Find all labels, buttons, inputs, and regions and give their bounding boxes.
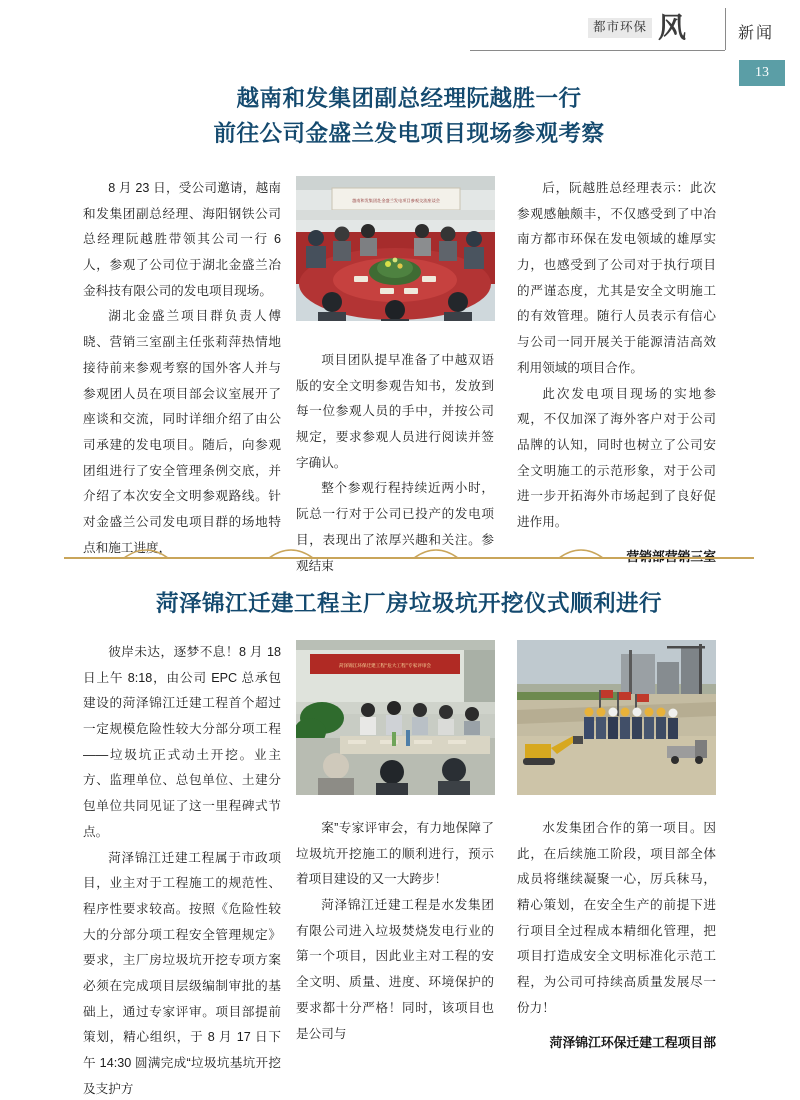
meeting-room-photo-graphic bbox=[296, 176, 495, 321]
brand-mark-icon: 风 bbox=[657, 11, 686, 44]
expert-review-meeting-photo-graphic bbox=[296, 640, 495, 795]
header-divider-line bbox=[470, 50, 725, 51]
svg-text:越南和发集团赴金盛兰发电项目参观交流座谈会: 越南和发集团赴金盛兰发电项目参观交流座谈会 bbox=[352, 198, 440, 203]
header-vertical-divider bbox=[725, 8, 726, 50]
article1-paragraph: 湖北金盛兰项目群负责人傅晓、营销三室副主任张莉萍热情地接待前来参观考察的国外客人并与参观团人员在项目部会议室展开了座谈和交流，同时详细介绍了由公司承建的发电项目。随后，向参观团组进行了安全管理条例交底，并介绍了本次安全文明参观路线。针对金盛兰公司发电项目群的场地特点和施工进度， bbox=[83, 309, 281, 555]
meeting-room-photo bbox=[296, 176, 495, 321]
construction-site-photo bbox=[517, 640, 716, 795]
article1-column-2 bbox=[296, 348, 494, 579]
article2-title: 菏泽锦江迁建工程主厂房垃圾坑开挖仪式顺利进行 bbox=[155, 591, 662, 616]
svg-text:菏泽锦江环保迁建工程“危大工程”专家评审会: 菏泽锦江环保迁建工程“危大工程”专家评审会 bbox=[338, 664, 432, 669]
article2-paragraph: 菏泽锦江迁建工程是水发集团有限公司进入垃圾焚烧发电行业的第一个项目，因此业主对工程的安全文明、质量、进度、环境保护的要求都十分严格！同时，该项目也是公司与 bbox=[296, 898, 494, 1041]
article1-title-line2: 前往公司金盛兰发电项目现场参观考察 bbox=[213, 120, 605, 146]
article1-title-line1: 越南和发集团副总经理阮越胜一行 bbox=[236, 86, 582, 111]
article2-paragraph: 水发集团合作的第一项目。因此，在后续施工阶段，项目部全体成员将继续凝聚一心，厉兵秣马，精心策划，在安全生产的前提下进行项目全过程成本精细化管理，把项目打造成安全文明标准化示范工程，为公司可持续高质量发展尽一份力！ bbox=[517, 821, 716, 1015]
article1-title bbox=[64, 82, 754, 152]
article2-column-2 bbox=[296, 816, 494, 1047]
article2-column-3 bbox=[517, 816, 716, 1056]
article1-paragraph: 此次发电项目现场的实地参观，不仅加深了海外客户对于公司品牌的认知，同时也树立了公司安全文明施工的示范形象，对于公司进一步开拓海外市场起到了良好促进作用。 bbox=[517, 386, 716, 529]
article1-column-1 bbox=[83, 176, 281, 561]
expert-review-meeting-photo bbox=[296, 640, 495, 795]
article2-paragraph: 案”专家评审会，有力地保障了垃圾坑开挖施工的顺利进行，预示着项目建设的又一大跨步！ bbox=[296, 821, 494, 887]
article2-signature: 菏泽锦江环保迁建工程项目部 bbox=[549, 1034, 716, 1050]
article1-paragraph: 8 月 23 日，受公司邀请，越南和发集团副总经理、海阳钢铁公司总经理阮越胜带领其公司一行 6 人，参观了公司位于湖北金盛兰冶金科技有限公司的发电项目现场。 bbox=[83, 181, 281, 298]
brand-logo bbox=[588, 11, 686, 44]
article2-paragraph: 菏泽锦江迁建工程属于市政项目，业主对于工程施工的规范性、程序性要求较高。按照《危险性较大的分部分项工程安全管理规定》要求，主厂房垃圾坑开挖专项方案必须在完成项目层级编制审批的基础上，通过专家评审。项目部提前策划，精心组织，于 8 月 17 日下午 14:30 圆满完成“垃圾坑基坑开挖及支护方 bbox=[83, 850, 281, 1096]
article1-paragraph: 后，阮越胜总经理表示：此次参观感触颇丰，不仅感受到了中冶南方都市环保在发电领域的雄厚实力，也感受到了公司对于执行项目的严谨态度，尤其是安全文明施工的有效管理。随行人员表示有信心与公司一同开展关于能源清洁高效利用领域的项目合作。 bbox=[517, 181, 716, 375]
article2-paragraph: 彼岸未达，逐梦不息！8 月 18 日上午 8:18，由公司 EPC 总承包建设的菏泽锦江迁建工程首个超过一定规模危险性较大分部分项工程——垃圾坑正式动土开挖。业主方、监理单位、总包单位、土建分包单位共同见证了这一里程碑式节点。 bbox=[83, 645, 281, 839]
page-number-badge: 13 bbox=[739, 60, 785, 86]
section-label: 新闻 bbox=[738, 25, 775, 42]
divider-scallops-icon bbox=[64, 546, 754, 570]
brand-name-label: 都市环保 bbox=[588, 18, 652, 38]
article1-paragraph: 整个参观行程持续近两小时，阮总一行对于公司已投产的发电项目，表现出了浓厚兴趣和关注。参观结束 bbox=[296, 481, 494, 573]
construction-site-photo-graphic bbox=[517, 640, 716, 795]
article1-paragraph: 项目团队提早准备了中越双语版的安全文明参观告知书，发放到每一位参观人员的手中，并按公司规定，要求参观人员进行阅读并签字确认。 bbox=[296, 353, 494, 470]
section-divider bbox=[64, 546, 754, 570]
article1-column-3 bbox=[517, 176, 716, 570]
article2-column-1 bbox=[83, 640, 281, 1100]
page-header bbox=[0, 0, 800, 80]
